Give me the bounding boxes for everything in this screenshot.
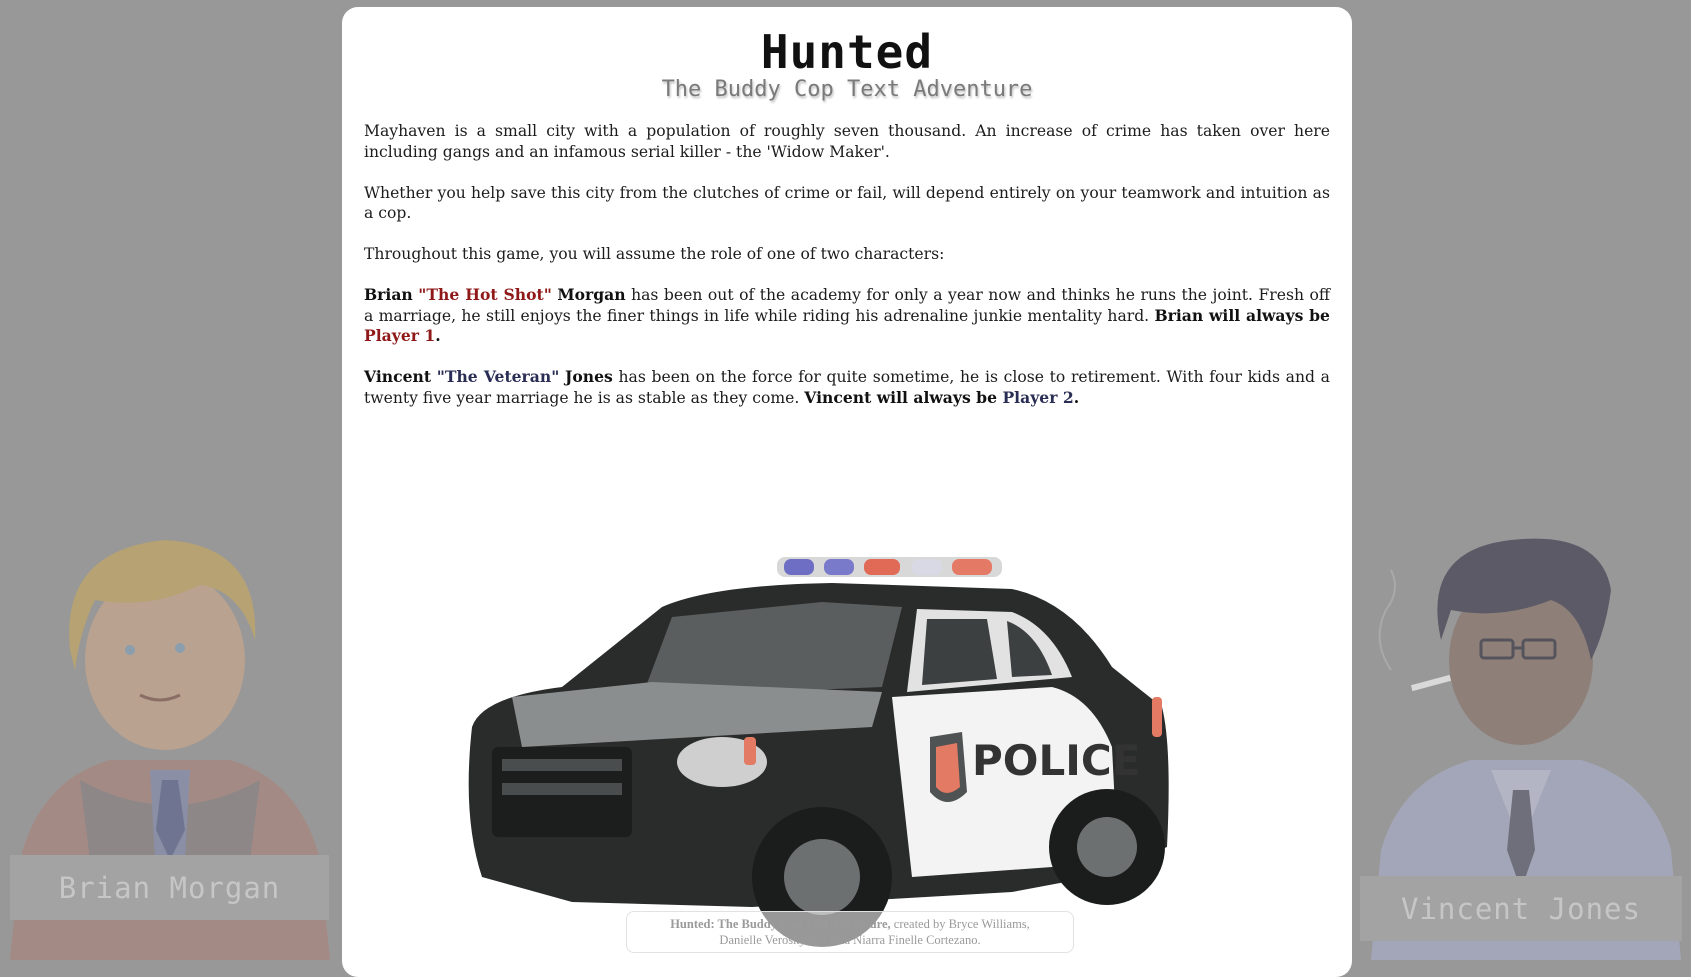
brian-period: . [435, 326, 441, 345]
vincent-bio: has been on the force for quite sometime, he is close to retirement. With four kids and a twenty five year marriage he is as stable as they come. [364, 368, 1330, 407]
brian-first-name: Brian [364, 285, 413, 304]
vincent-first-name: Vincent [364, 367, 432, 386]
intro-paragraph-1: Mayhaven is a small city with a population of roughly seven thousand. An increase of crime has taken over here including gangs and an infamous serial killer - the 'Widow Maker'. [364, 122, 1330, 161]
vincent-player-label: Player 2 [1002, 387, 1074, 407]
intro-panel [342, 7, 1352, 977]
brian-nickname: "The Hot Shot" [418, 285, 552, 304]
brian-description [364, 285, 1330, 347]
vincent-description [364, 367, 1330, 408]
vincent-period: . [1073, 387, 1080, 407]
brian-last-name: Morgan [557, 285, 626, 304]
vincent-player-prefix: Vincent will always be [804, 387, 1003, 407]
brian-player-label: Player 1 [364, 326, 436, 345]
game-title: Hunted [760, 25, 934, 79]
intro-paragraph-2: Whether you help save this city from the clutches of crime or fail, will depend entirely on your teamwork and intuition as a cop. [364, 183, 1330, 222]
credits-footer [626, 911, 1074, 953]
vincent-last-name: Jones [565, 367, 613, 386]
footer-credit-1: created by Bryce Williams, [890, 917, 1030, 931]
intro-paragraph-3: Throughout this game, you will assume the role of one of two characters: [364, 245, 945, 263]
footer-credit-2: Danielle Verosky and Mia Niarra Finelle Cortezano. [719, 933, 981, 947]
police-door-text: POLICE [972, 736, 1141, 785]
intro-text [364, 121, 1330, 429]
brian-name-card: Brian Morgan [10, 855, 329, 920]
vincent-name-card: Vincent Jones [1360, 876, 1682, 941]
footer-title: Hunted: The Buddy Cop Text Adventure, [670, 917, 891, 931]
brian-bio: has been out of the academy for only a year now and thinks he runs the joint. Fresh off a marriage, he still enjoys the finer things in life while riding his adrenaline junkie mentality hard. [364, 286, 1330, 325]
game-subtitle: The Buddy Cop Text Adventure [661, 77, 1033, 102]
brian-player-prefix: Brian will always be [1154, 305, 1330, 325]
vincent-nickname: "The Veteran" [436, 367, 560, 386]
